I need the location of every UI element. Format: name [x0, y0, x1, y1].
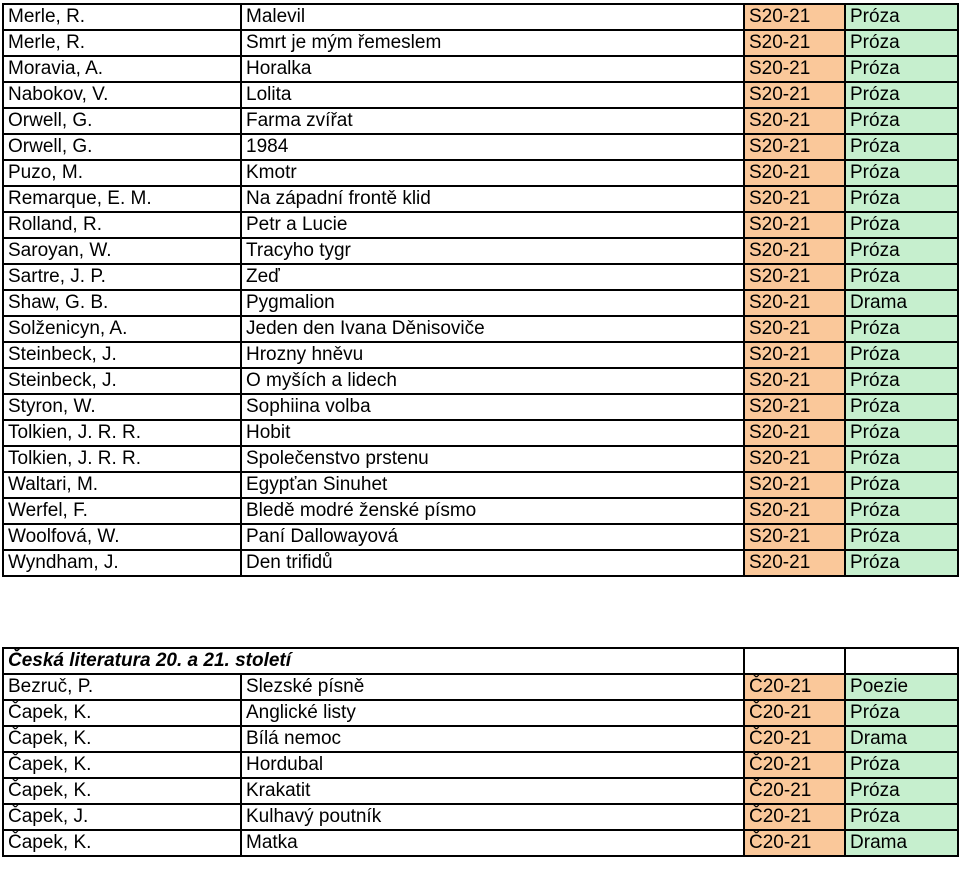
code-cell: S20-21	[744, 446, 845, 472]
code-cell: S20-21	[744, 186, 845, 212]
genre-cell: Próza	[845, 700, 958, 726]
author-cell: Steinbeck, J.	[3, 368, 241, 394]
genre-cell: Próza	[845, 264, 958, 290]
table-row	[3, 700, 958, 726]
genre-cell: Próza	[845, 804, 958, 830]
code-cell: S20-21	[744, 56, 845, 82]
table-row	[3, 108, 958, 134]
title-cell: Bílá nemoc	[241, 726, 744, 752]
title-cell: Jeden den Ivana Děnisoviče	[241, 316, 744, 342]
genre-cell: Drama	[845, 830, 958, 856]
code-cell: Č20-21	[744, 674, 845, 700]
title-cell: Kmotr	[241, 160, 744, 186]
code-cell: S20-21	[744, 290, 845, 316]
empty-cell	[744, 648, 845, 674]
author-cell: Orwell, G.	[3, 134, 241, 160]
table-row	[3, 524, 958, 550]
code-cell: S20-21	[744, 342, 845, 368]
table-row	[3, 420, 958, 446]
table-row	[3, 498, 958, 524]
table-row	[3, 830, 958, 856]
code-cell: S20-21	[744, 160, 845, 186]
author-cell: Shaw, G. B.	[3, 290, 241, 316]
title-cell: Slezské písně	[241, 674, 744, 700]
author-cell: Rolland, R.	[3, 212, 241, 238]
title-cell: Hrozny hněvu	[241, 342, 744, 368]
genre-cell: Próza	[845, 446, 958, 472]
author-cell: Moravia, A.	[3, 56, 241, 82]
genre-cell: Próza	[845, 212, 958, 238]
genre-cell: Drama	[845, 290, 958, 316]
author-cell: Woolfová, W.	[3, 524, 241, 550]
author-cell: Nabokov, V.	[3, 82, 241, 108]
table-row	[3, 778, 958, 804]
table-row	[3, 4, 958, 30]
author-cell: Tolkien, J. R. R.	[3, 446, 241, 472]
table-row	[3, 160, 958, 186]
title-cell: Anglické listy	[241, 700, 744, 726]
table-row	[3, 342, 958, 368]
title-cell: Krakatit	[241, 778, 744, 804]
title-cell: Egypťan Sinuhet	[241, 472, 744, 498]
code-cell: S20-21	[744, 368, 845, 394]
code-cell: S20-21	[744, 420, 845, 446]
title-cell: Na západní frontě klid	[241, 186, 744, 212]
genre-cell: Próza	[845, 238, 958, 264]
author-cell: Werfel, F.	[3, 498, 241, 524]
world-literature-table	[2, 3, 959, 577]
title-cell: Společenstvo prstenu	[241, 446, 744, 472]
author-cell: Čapek, K.	[3, 752, 241, 778]
author-cell: Styron, W.	[3, 394, 241, 420]
title-cell: Lolita	[241, 82, 744, 108]
code-cell: Č20-21	[744, 778, 845, 804]
code-cell: S20-21	[744, 82, 845, 108]
table-row	[3, 804, 958, 830]
code-cell: S20-21	[744, 524, 845, 550]
empty-cell	[845, 648, 958, 674]
table-row	[3, 238, 958, 264]
genre-cell: Próza	[845, 472, 958, 498]
title-cell: Farma zvířat	[241, 108, 744, 134]
genre-cell: Próza	[845, 524, 958, 550]
table-row	[3, 674, 958, 700]
table-row	[3, 82, 958, 108]
world-literature-rows	[3, 4, 958, 576]
table-row	[3, 394, 958, 420]
title-cell: Kulhavý poutník	[241, 804, 744, 830]
table-row	[3, 290, 958, 316]
code-cell: S20-21	[744, 238, 845, 264]
title-cell: 1984	[241, 134, 744, 160]
author-cell: Waltari, M.	[3, 472, 241, 498]
table-row	[3, 212, 958, 238]
code-cell: Č20-21	[744, 726, 845, 752]
table-row	[3, 368, 958, 394]
author-cell: Čapek, K.	[3, 726, 241, 752]
author-cell: Bezruč, P.	[3, 674, 241, 700]
code-cell: S20-21	[744, 498, 845, 524]
author-cell: Puzo, M.	[3, 160, 241, 186]
code-cell: S20-21	[744, 108, 845, 134]
czech-literature-table	[2, 647, 959, 857]
genre-cell: Próza	[845, 752, 958, 778]
table-row	[3, 472, 958, 498]
table-row	[3, 186, 958, 212]
author-cell: Čapek, K.	[3, 700, 241, 726]
code-cell: S20-21	[744, 472, 845, 498]
author-cell: Saroyan, W.	[3, 238, 241, 264]
table-row	[3, 56, 958, 82]
title-cell: Pygmalion	[241, 290, 744, 316]
code-cell: S20-21	[744, 316, 845, 342]
code-cell: Č20-21	[744, 700, 845, 726]
table-row	[3, 550, 958, 576]
title-cell: O myších a lidech	[241, 368, 744, 394]
table-row	[3, 752, 958, 778]
section-heading-row	[3, 648, 958, 674]
title-cell: Zeď	[241, 264, 744, 290]
title-cell: Paní Dallowayová	[241, 524, 744, 550]
table-row	[3, 316, 958, 342]
genre-cell: Próza	[845, 394, 958, 420]
title-cell: Petr a Lucie	[241, 212, 744, 238]
title-cell: Hordubal	[241, 752, 744, 778]
genre-cell: Próza	[845, 342, 958, 368]
genre-cell: Próza	[845, 420, 958, 446]
author-cell: Čapek, J.	[3, 804, 241, 830]
genre-cell: Drama	[845, 726, 958, 752]
genre-cell: Próza	[845, 550, 958, 576]
author-cell: Solženicyn, A.	[3, 316, 241, 342]
genre-cell: Próza	[845, 108, 958, 134]
title-cell: Den trifidů	[241, 550, 744, 576]
title-cell: Smrt je mým řemeslem	[241, 30, 744, 56]
genre-cell: Próza	[845, 4, 958, 30]
genre-cell: Próza	[845, 134, 958, 160]
genre-cell: Próza	[845, 498, 958, 524]
genre-cell: Próza	[845, 368, 958, 394]
genre-cell: Próza	[845, 82, 958, 108]
author-cell: Čapek, K.	[3, 830, 241, 856]
title-cell: Hobit	[241, 420, 744, 446]
code-cell: Č20-21	[744, 830, 845, 856]
code-cell: S20-21	[744, 212, 845, 238]
author-cell: Orwell, G.	[3, 108, 241, 134]
author-cell: Tolkien, J. R. R.	[3, 420, 241, 446]
code-cell: S20-21	[744, 264, 845, 290]
genre-cell: Próza	[845, 160, 958, 186]
genre-cell: Próza	[845, 186, 958, 212]
author-cell: Čapek, K.	[3, 778, 241, 804]
author-cell: Sartre, J. P.	[3, 264, 241, 290]
title-cell: Bledě modré ženské písmo	[241, 498, 744, 524]
title-cell: Sophiina volba	[241, 394, 744, 420]
table-row	[3, 726, 958, 752]
table-row	[3, 134, 958, 160]
title-cell: Matka	[241, 830, 744, 856]
table-row	[3, 446, 958, 472]
title-cell: Horalka	[241, 56, 744, 82]
author-cell: Wyndham, J.	[3, 550, 241, 576]
code-cell: S20-21	[744, 134, 845, 160]
genre-cell: Próza	[845, 56, 958, 82]
genre-cell: Próza	[845, 30, 958, 56]
czech-literature-rows	[3, 648, 958, 856]
author-cell: Remarque, E. M.	[3, 186, 241, 212]
section-heading: Česká literatura 20. a 21. století	[3, 648, 744, 674]
title-cell: Tracyho tygr	[241, 238, 744, 264]
code-cell: S20-21	[744, 30, 845, 56]
genre-cell: Próza	[845, 778, 958, 804]
code-cell: S20-21	[744, 4, 845, 30]
genre-cell: Poezie	[845, 674, 958, 700]
author-cell: Merle, R.	[3, 30, 241, 56]
author-cell: Steinbeck, J.	[3, 342, 241, 368]
code-cell: S20-21	[744, 394, 845, 420]
code-cell: Č20-21	[744, 804, 845, 830]
code-cell: Č20-21	[744, 752, 845, 778]
genre-cell: Próza	[845, 316, 958, 342]
author-cell: Merle, R.	[3, 4, 241, 30]
table-row	[3, 30, 958, 56]
code-cell: S20-21	[744, 550, 845, 576]
table-row	[3, 264, 958, 290]
title-cell: Malevil	[241, 4, 744, 30]
